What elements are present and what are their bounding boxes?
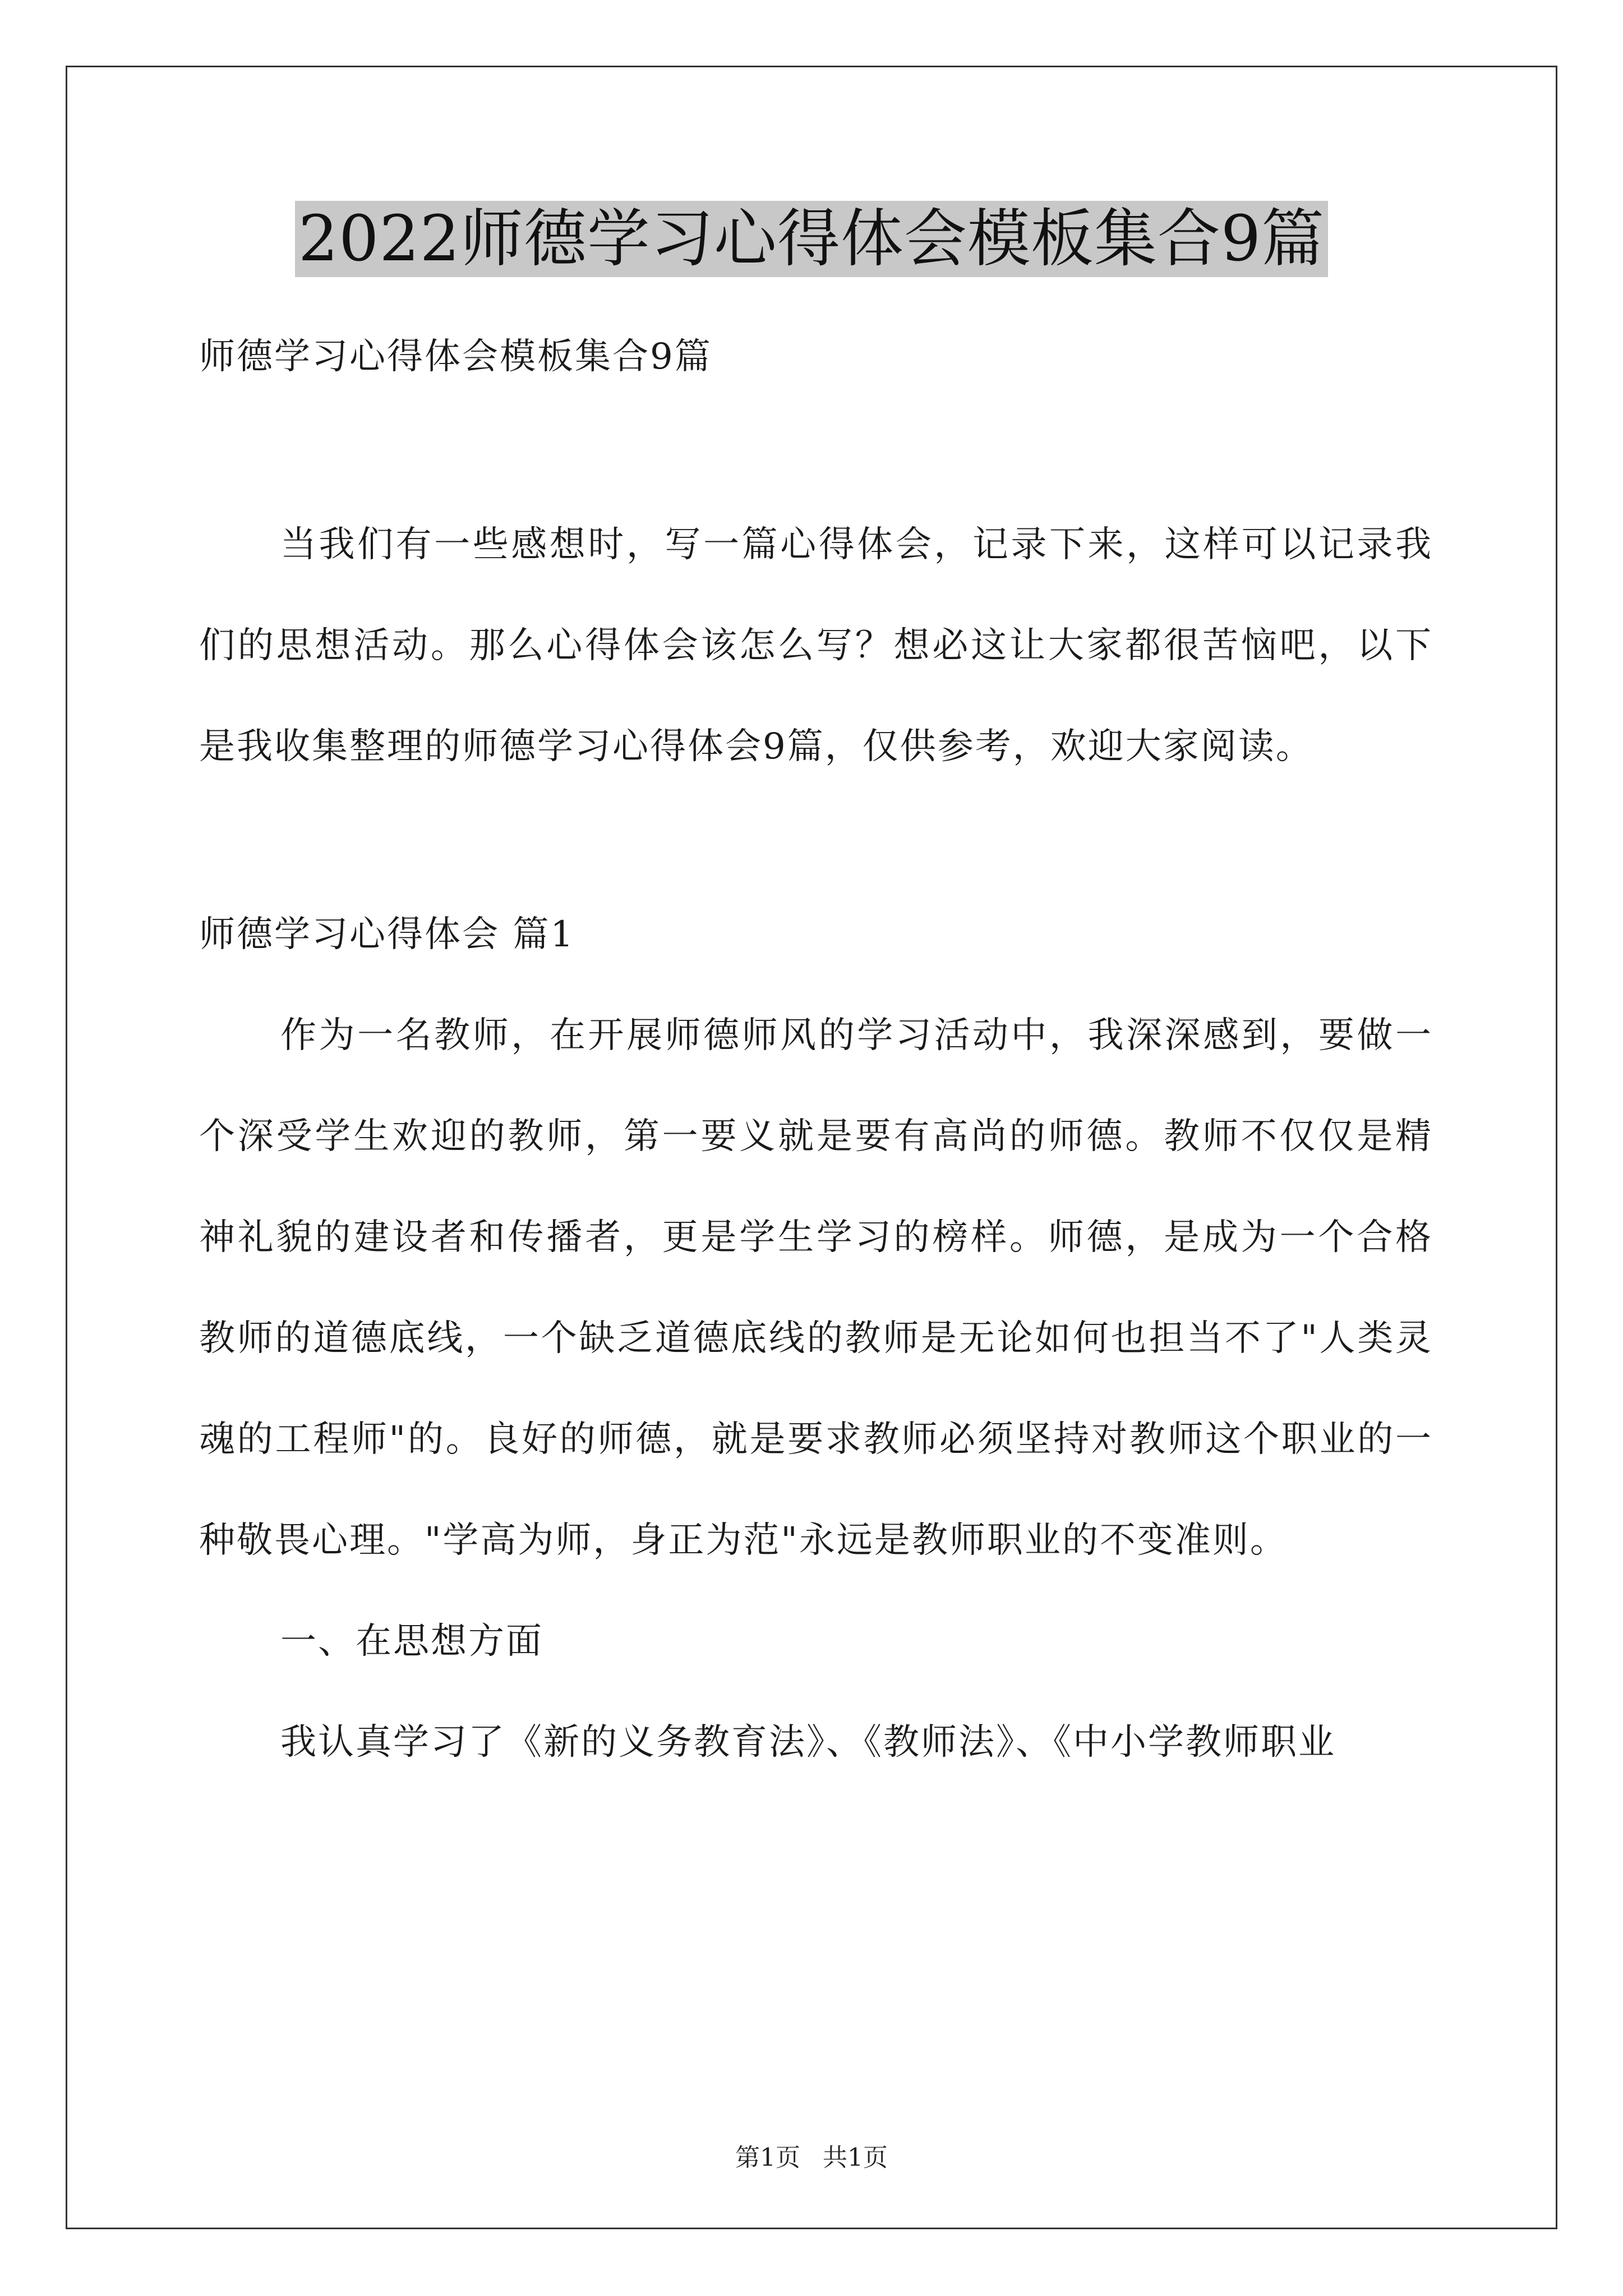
intro-paragraph: 当我们有一些感想时，写一篇心得体会，记录下来，这样可以记录我们的思想活动。那么心得体会该怎么写？想必这让大家都很苦恼吧，以下是我收集整理的师德学习心得体会9篇，仅供参考，欢迎大家阅读。	[199, 524, 1433, 767]
page-footer	[0, 2137, 1623, 2173]
subheading: 一、在思想方面	[280, 1621, 543, 1662]
document-body	[199, 306, 1433, 1793]
section-paragraph: 作为一名教师，在开展师德师风的学习活动中，我深深感到，要做一个深受学生欢迎的教师，第一要义就是要有高尚的师德。教师不仅仅是精神礼貌的建设者和传播者，更是学生学习的榜样。师德，是成为一个合格教师的道德底线，一个缺乏道德底线的教师是无论如何也担当不了"人类灵魂的工程师"的。良好的师德，就是要求教师必须坚持对教师这个职业的一种敬畏心理。"学高为师，身正为范"永远是教师职业的不变准则。	[199, 1015, 1433, 1561]
page-number-current: 第1页	[735, 2143, 800, 2172]
document-subtitle: 师德学习心得体会模板集合9篇	[199, 336, 712, 378]
title-container	[0, 201, 1623, 277]
document-title: 2022师德学习心得体会模板集合9篇	[295, 201, 1328, 277]
page-number-total: 共1页	[823, 2143, 888, 2172]
section-heading: 师德学习心得体会 篇1	[199, 914, 575, 955]
last-paragraph: 我认真学习了《新的义务教育法》、《教师法》、《中小学教师职业	[280, 1722, 1336, 1763]
